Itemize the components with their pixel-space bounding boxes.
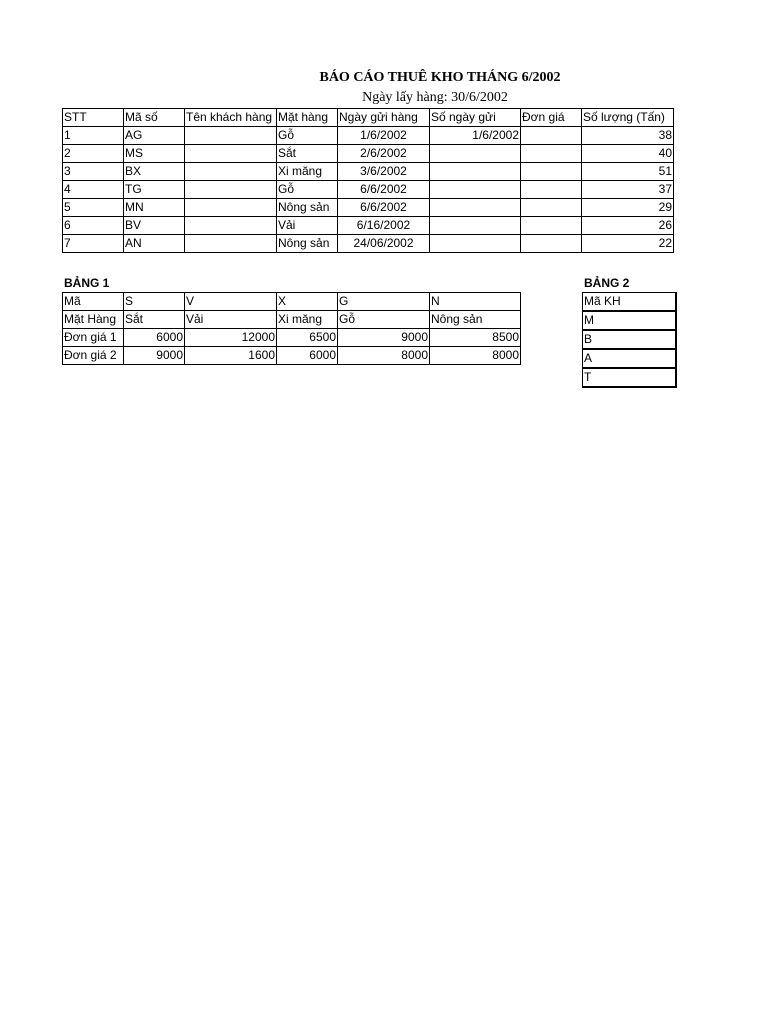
cell[interactable]: G: [338, 293, 430, 311]
cell[interactable]: 6: [63, 217, 124, 235]
cell[interactable]: T: [583, 368, 676, 387]
cell[interactable]: MS: [124, 145, 185, 163]
table-row: [583, 368, 676, 387]
cell[interactable]: [521, 163, 582, 181]
column-header: Số lượng (Tấn): [582, 109, 674, 127]
cell[interactable]: N: [430, 293, 521, 311]
report-title: BÁO CÁO THUÊ KHO THÁNG 6/2002: [319, 70, 561, 85]
cell[interactable]: 29: [582, 199, 674, 217]
cell[interactable]: 5: [63, 199, 124, 217]
cell[interactable]: [185, 163, 277, 181]
cell[interactable]: Đơn giá 1: [63, 329, 124, 347]
cell[interactable]: Vải: [277, 217, 338, 235]
cell[interactable]: 2: [63, 145, 124, 163]
cell[interactable]: Gỗ: [338, 311, 430, 329]
cell[interactable]: BX: [124, 163, 185, 181]
cell[interactable]: 4: [63, 181, 124, 199]
cell[interactable]: 9000: [124, 347, 185, 365]
cell[interactable]: 6/16/2002: [338, 217, 430, 235]
table-row: [63, 329, 521, 347]
cell[interactable]: 9000: [338, 329, 430, 347]
cell[interactable]: [185, 127, 277, 145]
cell[interactable]: AN: [124, 235, 185, 253]
cell[interactable]: Xi măng: [277, 163, 338, 181]
cell[interactable]: Vải: [185, 311, 277, 329]
cell[interactable]: 6/6/2002: [338, 199, 430, 217]
table-row: [583, 330, 676, 349]
cell[interactable]: 37: [582, 181, 674, 199]
column-header: Mặt hàng: [277, 109, 338, 127]
table-row: [63, 163, 674, 181]
cell[interactable]: X: [277, 293, 338, 311]
cell[interactable]: Mặt Hàng: [63, 311, 124, 329]
cell[interactable]: Xi măng: [277, 311, 338, 329]
table-row: [63, 217, 674, 235]
table-row: [583, 349, 676, 368]
cell[interactable]: [521, 217, 582, 235]
table-row: [583, 293, 676, 312]
cell[interactable]: Mã: [63, 293, 124, 311]
cell[interactable]: [185, 235, 277, 253]
column-header: Mã số: [124, 109, 185, 127]
cell[interactable]: 22: [582, 235, 674, 253]
cell[interactable]: B: [583, 330, 676, 349]
cell[interactable]: 24/06/2002: [338, 235, 430, 253]
cell[interactable]: 40: [582, 145, 674, 163]
cell[interactable]: 26: [582, 217, 674, 235]
cell[interactable]: V: [185, 293, 277, 311]
cell[interactable]: A: [583, 349, 676, 368]
table-row: [63, 235, 674, 253]
cell[interactable]: [430, 145, 521, 163]
cell[interactable]: 8500: [430, 329, 521, 347]
bang2-table: [582, 292, 677, 388]
cell[interactable]: BV: [124, 217, 185, 235]
cell[interactable]: 38: [582, 127, 674, 145]
cell[interactable]: 6500: [277, 329, 338, 347]
cell[interactable]: 51: [582, 163, 674, 181]
cell[interactable]: Nông sản: [277, 235, 338, 253]
cell[interactable]: [430, 217, 521, 235]
cell[interactable]: AG: [124, 127, 185, 145]
cell[interactable]: [185, 199, 277, 217]
cell[interactable]: [430, 199, 521, 217]
cell[interactable]: [430, 163, 521, 181]
cell[interactable]: Gỗ: [277, 181, 338, 199]
cell[interactable]: 6/6/2002: [338, 181, 430, 199]
table-row: [63, 293, 521, 311]
cell[interactable]: M: [583, 311, 676, 330]
cell[interactable]: 6000: [124, 329, 185, 347]
column-header: Ngày gửi hàng: [338, 109, 430, 127]
cell[interactable]: 1: [63, 127, 124, 145]
table-row: [63, 311, 521, 329]
column-header: STT: [63, 109, 124, 127]
cell[interactable]: Nông sản: [430, 311, 521, 329]
table-row: [63, 347, 521, 365]
table-header-row: [63, 109, 674, 127]
cell[interactable]: [521, 127, 582, 145]
cell[interactable]: [521, 199, 582, 217]
cell[interactable]: 1/6/2002: [338, 127, 430, 145]
cell[interactable]: [185, 217, 277, 235]
cell[interactable]: [185, 145, 277, 163]
cell[interactable]: S: [124, 293, 185, 311]
table-row: [63, 199, 674, 217]
cell[interactable]: 2/6/2002: [338, 145, 430, 163]
column-header: Số ngày gửi: [430, 109, 521, 127]
cell[interactable]: Sắt: [124, 311, 185, 329]
cell[interactable]: 6000: [277, 347, 338, 365]
cell[interactable]: 3: [63, 163, 124, 181]
cell[interactable]: Nông sản: [277, 199, 338, 217]
cell[interactable]: [185, 181, 277, 199]
cell[interactable]: 1600: [185, 347, 277, 365]
cell[interactable]: [430, 235, 521, 253]
cell[interactable]: 3/6/2002: [338, 163, 430, 181]
cell[interactable]: [521, 235, 582, 253]
bang1-table: [62, 292, 521, 365]
cell[interactable]: 7: [63, 235, 124, 253]
bang1-label: BẢNG 1: [64, 276, 110, 290]
cell[interactable]: [521, 145, 582, 163]
column-header: Đơn giá: [521, 109, 582, 127]
cell[interactable]: 8000: [430, 347, 521, 365]
cell[interactable]: [430, 181, 521, 199]
table-row: [583, 311, 676, 330]
cell[interactable]: 8000: [338, 347, 430, 365]
cell[interactable]: Sắt: [277, 145, 338, 163]
bang2-label: BẢNG 2: [584, 276, 630, 290]
cell[interactable]: [521, 181, 582, 199]
cell[interactable]: 1/6/2002: [430, 127, 521, 145]
column-header: Tên khách hàng: [185, 109, 277, 127]
main-table: [62, 108, 674, 253]
table-row: [63, 145, 674, 163]
table-row: [63, 127, 674, 145]
report-subtitle: Ngày lấy hàng: 30/6/2002: [362, 90, 508, 105]
table-row: [63, 181, 674, 199]
cell[interactable]: MN: [124, 199, 185, 217]
cell[interactable]: 12000: [185, 329, 277, 347]
cell[interactable]: Gỗ: [277, 127, 338, 145]
cell[interactable]: Đơn giá 2: [63, 347, 124, 365]
cell[interactable]: Mã KH: [583, 293, 676, 312]
cell[interactable]: TG: [124, 181, 185, 199]
